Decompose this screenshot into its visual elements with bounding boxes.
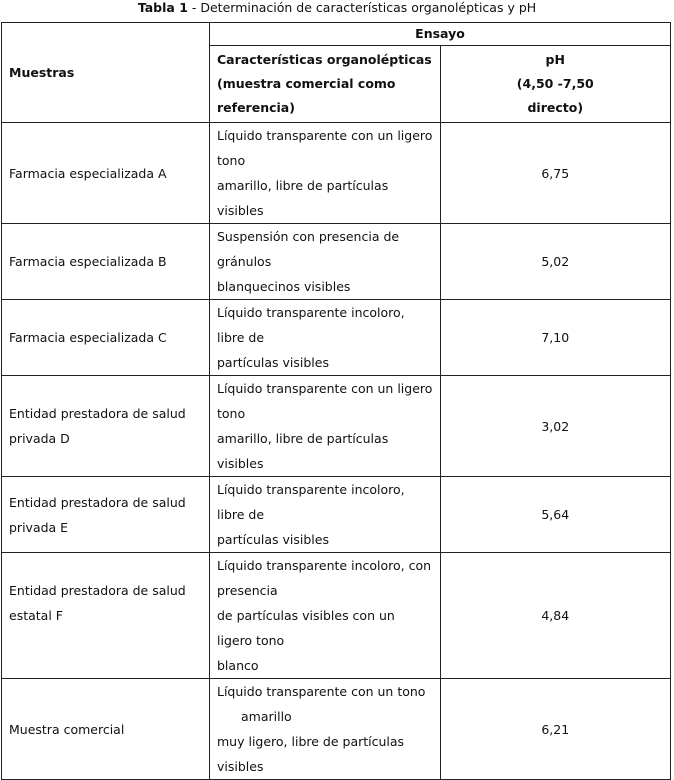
sample-cell — [2, 224, 210, 300]
sample-name: Farmacia especializada A — [9, 165, 167, 181]
description-line: amarillo, libre de partículas visibles — [217, 178, 389, 218]
description-cell — [210, 376, 441, 477]
description-line: muy ligero, libre de partículas visibles — [217, 734, 405, 774]
description-line: amarillo, libre de partículas visibles — [217, 431, 389, 471]
description-cell — [210, 300, 441, 376]
header-ph-line2: (4,50 -7,50 — [516, 76, 594, 91]
table-row — [2, 553, 671, 679]
sample-name: Entidad prestadora de salud — [9, 583, 186, 598]
ph-value: 3,02 — [440, 376, 671, 477]
description-line: Líquido transparente con un ligero tono — [217, 128, 433, 168]
header-char-line2: (muestra comercial como referencia) — [217, 76, 396, 115]
description-line: blanco — [217, 658, 259, 673]
table-row — [2, 224, 671, 300]
ph-value: 5,64 — [440, 477, 671, 553]
description-line — [217, 679, 433, 729]
description-line: de partículas visibles con un ligero tono — [217, 608, 395, 648]
sample-name: Farmacia especializada B — [9, 254, 167, 269]
ph-value: 4,84 — [440, 553, 671, 679]
caption-text: - Determinación de características organolépticas y pH — [187, 0, 537, 15]
description-cell — [210, 477, 441, 553]
table-row — [2, 300, 671, 376]
sample-name: privada E — [9, 519, 69, 535]
description-line: blanquecinos visibles — [217, 279, 351, 294]
header-ensayo: Ensayo — [210, 23, 671, 46]
header-muestras: Muestras — [2, 23, 210, 123]
sample-cell — [2, 300, 210, 376]
description-cell — [210, 123, 441, 224]
sample-cell — [2, 477, 210, 553]
sample-cell — [2, 123, 210, 224]
header-ph-line1: pH — [545, 52, 565, 67]
description-fragment: Líquido transparente con un tono — [217, 684, 426, 699]
description-cell — [210, 224, 441, 300]
table-row — [2, 376, 671, 477]
sample-name: estatal F — [9, 608, 63, 623]
description-line: Líquido transparente incoloro, con presencia — [217, 558, 432, 598]
table-row — [2, 123, 671, 224]
sample-name: Muestra comercial — [9, 721, 125, 737]
description-line: Líquido transparente con un ligero tono — [217, 381, 433, 421]
description-line: partículas visibles — [217, 355, 329, 370]
header-ph — [440, 46, 671, 123]
table-row — [2, 679, 671, 780]
table-row — [2, 477, 671, 553]
sample-cell — [2, 679, 210, 780]
sample-name: Entidad prestadora de salud — [9, 406, 186, 421]
caption-label: Tabla 1 — [137, 0, 188, 15]
description-fragment: amarillo — [241, 709, 292, 724]
header-row-1 — [2, 23, 671, 46]
description-line: Suspensión con presencia de gránulos — [217, 229, 400, 269]
sample-name: Entidad prestadora de salud — [9, 494, 186, 510]
description-line: Líquido transparente incoloro, libre de — [217, 482, 405, 522]
ph-value: 6,75 — [440, 123, 671, 224]
description-line: partículas visibles — [217, 532, 329, 547]
description-line: Líquido transparente incoloro, libre de — [217, 305, 405, 345]
sample-cell — [2, 376, 210, 477]
sample-name: privada D — [9, 431, 70, 446]
results-table — [1, 22, 671, 780]
ph-value: 7,10 — [440, 300, 671, 376]
ph-value: 6,21 — [440, 679, 671, 780]
sample-cell — [2, 553, 210, 679]
sample-name: Farmacia especializada C — [9, 330, 167, 345]
header-ph-line3: directo) — [527, 100, 584, 115]
header-char-line1: Características organolépticas — [217, 52, 432, 67]
description-cell — [210, 553, 441, 679]
description-cell — [210, 679, 441, 780]
header-caracteristicas — [210, 46, 441, 123]
ph-value: 5,02 — [440, 224, 671, 300]
table-caption — [0, 0, 674, 16]
